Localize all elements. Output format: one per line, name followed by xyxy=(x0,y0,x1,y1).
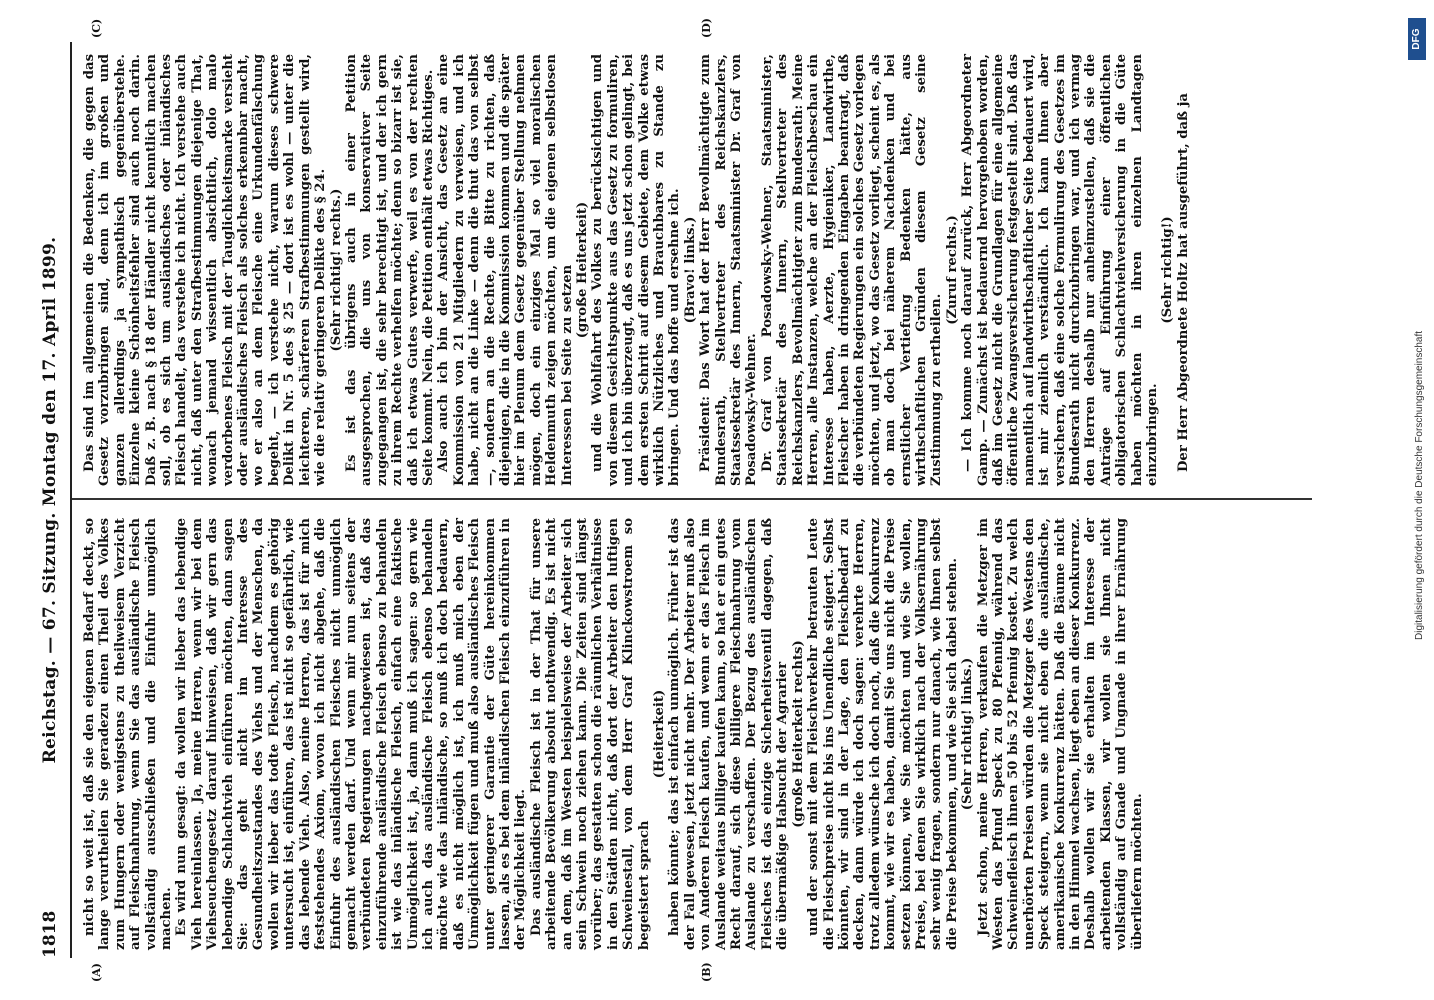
column-divider xyxy=(72,499,1312,501)
digitization-credit: Digitalisierung gefördert durch die Deutsche Forschungsgemeinschaft xyxy=(1414,330,1425,640)
margin-marker-c: (C) xyxy=(90,18,103,38)
interjection: (Sehr richtig! rechts.) xyxy=(328,188,344,352)
paragraph: nicht so weit ist, daß sie den eigenen Bedarf deckt, so lange verurtheilen Sie geradezu einen Theil des Volkes zum Hungern oder wenigstens zu theilweisem Verzicht auf Fleischnahrung, wenn Sie das ausländische Fleisch vollständig ausschließen und die Einfuhr unmöglich machen. xyxy=(82,518,175,950)
paragraph: Also auch ich bin der Ansicht, das Gesetz an eine Kommission von 21 Mitgliedern zu verweisen, und ich habe, nicht an die Linke — denn die thut das von selbst —, sondern an die Rechte, die Bitte zu richten, daß diejenigen, die in die Kommission kommen und die später hier im Plenum dem Gesetz gegenüber Stellung nehmen mögen, doch ein einziges Mal so viel moralischen Heldenmuth zeigen möchten, um die eigenen selbstlosen Interessen bei Seite zu setzen xyxy=(436,54,575,486)
margin-marker-b: (B) xyxy=(700,962,713,982)
paragraph: Es ist das übrigens auch in einer Petition ausgesprochen, die uns von konservativer Seite zugegangen ist, die sehr berechtigt ist, und der ich gern zu ihrem Rechte verhelfen möchte; denn so bizarr ist sie, daß ich etwas Gutes verwerfe, weil es von der rechten Seite kommt. Nein, die Petition enthält etwas Richtiges. xyxy=(343,54,436,486)
margin-marker-d: (D) xyxy=(700,18,713,38)
paragraph: Das sind im allgemeinen die Bedenken, die gegen das Gesetz vorzubringen sind, denn ich im großen und ganzen allerdings ja sympathisch gegenüberstehe. Einzelne kleine Schönheitsfehler sind auch noch darin. Daß z. B. nach § 18 der Händler nicht kenntlich machen soll, ob es sich um ausländisches oder inländisches Fleisch handelt, das verstehe ich nicht. Ich verstehe auch nicht, daß unter den Strafbestimmungen diejenige That, wonach jemand wissentlich absichtlich, dolo malo verdorbenes Fleisch mit der Tauglichkeitsmarke versieht oder ausländisches Fleisch als solches erkennbar macht, wo er also an dem Fleische eine Urkundenfälschung begeht, — ich verstehe nicht, warum dieses schwere Delikt in Nr. 5 des § 25 — dort ist es wohl — unter die leichteren, schärferen Strafbestimmungen gestellt wird, wie die relativ geringeren Delikte des § 24. xyxy=(82,54,329,486)
interjection: (große Heiterkeit rechts) xyxy=(790,640,806,828)
paragraph: Jetzt schon, meine Herren, verkaufen die Metzger im Westen das Pfund Speck zu 80 Pfennig, während das Schweinefleisch ihnen 50 bis 52 Pfennig kostet. Zu welch unerhörten Preisen würden die Metzger des Westens den Speck steigern, wenn sie nicht eben die ausländische, amerikanische Konkurrenz hätten. Daß die Bäume nicht in den Himmel wachsen, liegt eben an dieser Konkurrenz. Deshalb wollen wir sie erhalten im Interesse der arbeitenden Klassen, wir wollen sie Ihnen nicht vollständig auf Gnade und Ungnade in ihrer Ernährung überliefern möchten. xyxy=(975,518,1145,950)
right-column xyxy=(82,54,1191,486)
paragraph: Der Herr Abgeordnete Holtz hat ausgeführt, daß ja xyxy=(1175,93,1191,472)
header-rule xyxy=(70,42,72,958)
margin-marker-a: (A) xyxy=(90,963,103,982)
paragraph: Es wird nun gesagt: da wollen wir lieber das lebendige Vieh hereinlassen. Ja, meine Herren, wenn wir bei dem Viehseuchengesetz darauf hinweisen, daß wir gern das lebendige Schlachtvieh einführen möchten, dann sagen Sie: das geht nicht im Interesse des Gesundheitszustandes des Viehs und der Menschen, da wollen wir lieber das todte Fleisch, nachdem es gehörig untersucht ist, einführen, das ist nicht so gefährlich, wie das lebende Vieh. Also, meine Herren, das ist für mich feststehendes Axiom, wovon ich nicht abgehe, daß die Einfuhr des ausländischen Fleisches nicht unmöglich gemacht werden darf. Und wenn mir nun seitens der verbündeten Regierungen nachgewiesen ist, daß das einzuführende ausländische Fleisch ebenso zu behandeln ist wie das inländische Fleisch, einfach eine faktische Unmöglichkeit ist, ja, dann muß ich sagen: so gern wie ich auch das ausländische Fleisch ebenso behandeln möchte wie das inländische, so muß ich doch bedauern, daß es nicht möglich ist, ich muß mich eben der Unmöglichkeit fügen und muß also ausländisches Fleisch unter geringerer Garantie der Güte hereinkommen lassen, als es bei dem inländischen Fleisch einzuführen in der Möglichkeit liegt. xyxy=(174,518,529,950)
dfg-logo: DFG xyxy=(1408,18,1426,60)
interjection: (Zuruf rechts.) xyxy=(944,215,960,325)
paragraph: und die Wohlfahrt des Volkes zu berücksichtigen und von diesem Gesichtspunkte aus das Gesetz zu formuliren, und ich bin überzeugt, daß es uns jetzt schon gelingt, bei dem ersten Schritt auf diesem Gebiete, dem Volke etwas wirklich Nützliches und Brauchbares zu Stande zu bringen. Und das hoffe und ersehne ich. xyxy=(590,54,683,486)
paragraph: Das ausländische Fleisch ist in der That für unsere arbeitende Bevölkerung absolut nothwendig. Es ist nicht an dem, daß im Westen beispielsweise der Arbeiter sich sein Schwein noch ziehen kann. Die Zeiten sind längst vorüber; das gestatten schon die räumlichen Verhältnisse in den Städten nicht, daß dort der Arbeiter den luftigen Schweinestall, von dem Herr Graf Klinckowstroem so begeistert sprach xyxy=(528,518,652,950)
interjection: (Bravo! links.) xyxy=(682,216,698,324)
interjection: (Sehr richtig!) xyxy=(1160,216,1176,324)
running-title: Reichstag. — 67. Sitzung. Montag den 17. April 1899. xyxy=(40,236,60,764)
left-column xyxy=(82,518,1145,950)
paragraph: Präsident: Das Wort hat der Herr Bevollmächtigte zum Bundesrath, Stellvertreter des Reichskanzlers, Staatssekretär des Innern, Staatsminister Dr. Graf von Posadowsky-Wehner. xyxy=(698,54,760,486)
page-number: 1818 xyxy=(40,910,60,958)
interjection: (Heiterkeit) xyxy=(652,689,668,779)
paragraph: haben könnte; das ist einfach unmöglich. Früher ist das der Fall gewesen, jetzt nicht mehr. Der Arbeiter muß also von Anderen Fleisch kaufen, und wenn er das Fleisch im Auslande weitaus billiger kaufen kann, so hat er ein gutes Recht darauf, sich diese billigere Fleischnahrung vom Auslande zu verschaffen. Der Bezug des ausländischen Fleisches ist das einzige Sicherheitsventil dagegen, daß die übermäßige Habsucht der Agrarier xyxy=(667,518,791,950)
page-header xyxy=(36,42,66,958)
interjection: (Sehr richtig! links.) xyxy=(960,657,976,811)
paragraph: Dr. Graf von Posadowsky-Wehner, Staatsminister, Staatssekretär des Innern, Stellvertreter des Reichskanzlers, Bevollmächtigter zum Bundesrath: Meine Herren, alle Instanzen, welche an der Fleischbeschau ein Interesse haben, Aerzte, Hygieniker, Landwirthe, Fleischer haben in dringenden Eingaben beantragt, daß die verbündeten Regierungen ein solches Gesetz vorlegen möchten, und jetzt, wo das Gesetz vorliegt, scheint es, als ob man doch bei näherem Nachdenken und bei ernstlicher Vertiefung Bedenken hätte, aus wirthschaftlichen Gründen diesem Gesetz seine Zustimmung zu ertheilen. xyxy=(759,54,945,486)
interjection: (große Heiterkeit) xyxy=(575,201,590,339)
side-strip xyxy=(1400,0,1430,1000)
paragraph: — Ich komme noch darauf zurück, Herr Abgeordneter Gamp. — Zunächst ist bedauernd hervorgehoben worden, daß im Gesetz nicht die Grundlagen für eine allgemeine öffentliche Zwangsversicherung festgestellt sind. Daß das namentlich auf landwirthschaftlicher Seite bedauert wird, ist mir ziemlich verständlich. Ich kann Ihnen aber versichern, daß eine solche Formulirung des Gesetzes im Bundesrath nicht durchzubringen war, und ich vermag den Herren deshalb nur anheimzustellen, daß sie die Anträge auf Einführung einer öffentlichen obligatorischen Schlachtviehversicherung in die Güte haben möchten in ihren einzelnen Landtagen einzubringen. xyxy=(960,54,1161,486)
paragraph: und der sonst mit dem Fleischverkehr betrauten Leute die Fleischpreise nicht bis ins Unendliche steigert. Selbst könnten, wir sind in der Lage, den Fleischbedarf zu decken, dann würde ich doch sagen: verehrte Herren, trotz alledem wünsche ich doch noch, daß die Konkurrenz kommt, wie wir es haben, damit Sie uns nicht die Preise setzen können, wie Sie möchten und wie Sie wollen, Preise, bei denen Sie wirklich nach der Volksernährung sehr wenig fragen, sondern nur danach, wie Ihnen selbst die Preise bekommen, und wie Sie sich dabei stehen. xyxy=(806,518,960,950)
